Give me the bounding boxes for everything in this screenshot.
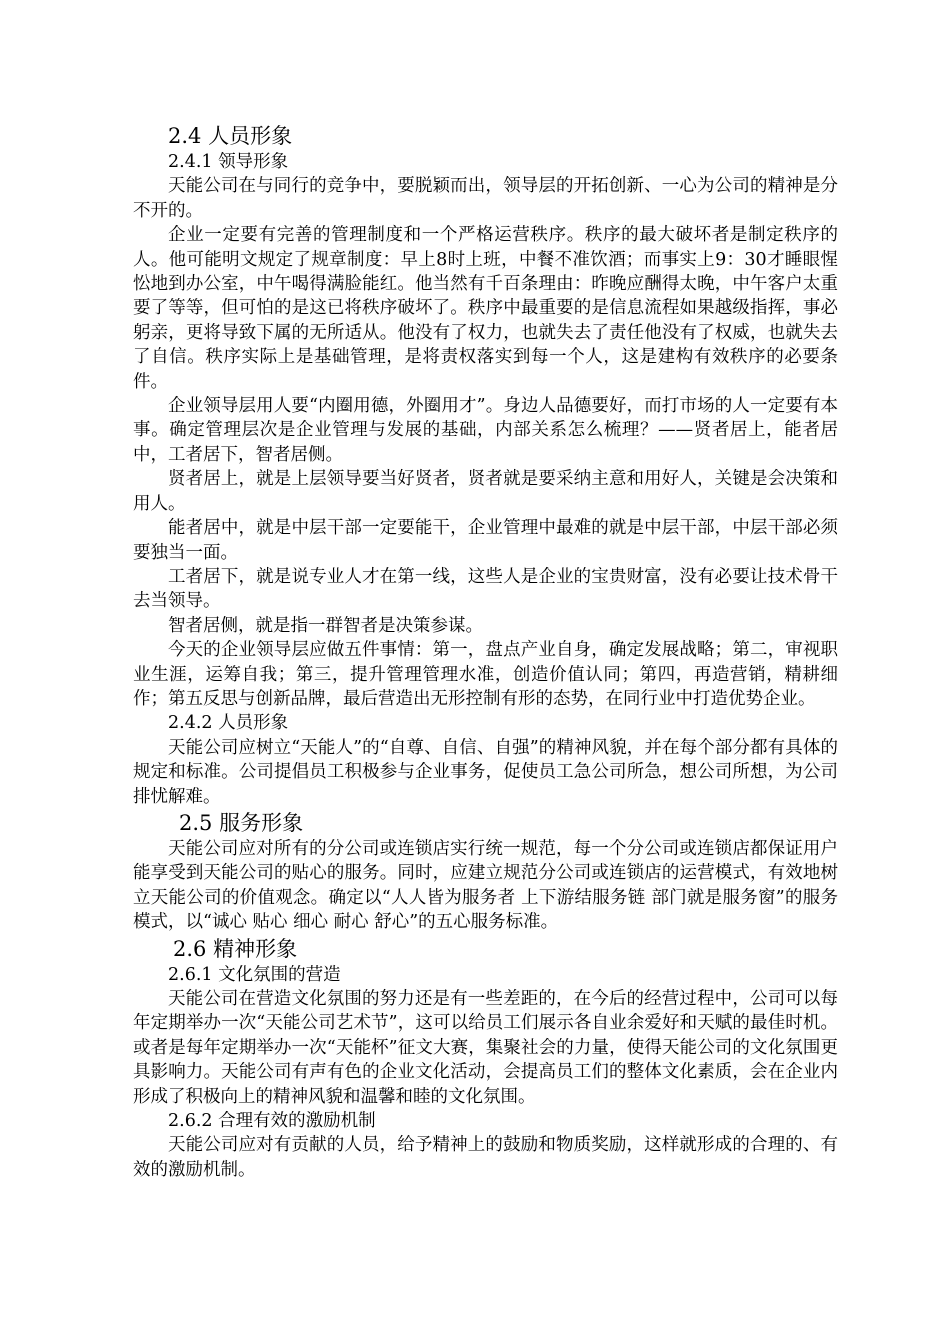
paragraph: 能者居中，就是中层干部一定要能干，企业管理中最难的就是中层干部，中层干部必须要独当一面。 (133, 518, 838, 563)
section-heading-2-4: 2.4 人员形象 (168, 124, 293, 148)
paragraph: 天能公司在营造文化氛围的努力还是有一些差距的，在今后的经营过程中，公司可以每年定期举办一次“天能公司艺术节”，这可以给员工们展示各自业余爱好和天赋的最佳时机。或者是每年定期举办一次“天能杯”征文大赛，集聚社会的力量，使得天能公司的文化氛围更具影响力。天能公司有声有色的企业文化活动，会提高员工们的整体文化素质，会在企业内形成了积极向上的精神风貌和温馨和睦的文化氛围。 (133, 989, 838, 1107)
subsection-heading-2-4-1: 2.4.1 领导形象 (168, 152, 289, 172)
subsection-heading-2-6-1: 2.6.1 文化氛围的营造 (168, 964, 341, 985)
paragraph: 企业领导层用人要“内圈用德，外圈用才”。身边人品德要好，而打市场的人一定要有本事。确定管理层次是企业管理与发展的基础，内部关系怎么梳理？——贤者居上，能者居中，工者居下，智者居侧。 (133, 396, 838, 465)
paragraph: 贤者居上，就是上层领导要当好贤者，贤者就是要采纳主意和用好人，关键是会决策和用人。 (133, 469, 838, 514)
paragraph: 今天的企业领导层应做五件事情：第一，盘点产业自身，确定发展战略；第二，审视职业生涯，运筹自我；第三，提升管理管理水准，创造价值认同；第四，再造营销，精耕细作；第五反思与创新品牌，最后营造出无形控制有形的态势，在同行业中打造优势企业。 (133, 640, 838, 709)
paragraph: 智者居侧，就是指一群智者是决策参谋。 (168, 615, 483, 636)
section-heading-2-5: 2.5 服务形象 (179, 810, 304, 835)
section-heading-2-6: 2.6 精神形象 (173, 936, 298, 961)
document-body (133, 122, 838, 1182)
paragraph: 天能公司应树立“天能人”的“自尊、自信、自强”的精神风貌，并在每个部分都有具体的规定和标准。公司提倡员工积极参与企业事务，促使员工急公司所急，想公司所想，为公司排忧解难。 (133, 737, 838, 807)
paragraph: 企业一定要有完善的管理制度和一个严格运营秩序。秩序的最大破坏者是制定秩序的人。他可能明文规定了规章制度：早上8时上班，中餐不准饮酒；而事实上9：30才睡眼惺忪地到办公室，中午喝得满脸能红。他当然有千百条理由：昨晚应酬得太晚，中午客户太重要了等等，但可怕的是这已将秩序破坏了。秩序中最重要的是信息流程如果越级指挥，事必躬亲，更将导致下属的无所适从。他没有了权力，也就失去了责任他没有了权威，也就失去了自信。秩序实际上是基础管理，是将责权落实到每一个人，这是建构有效秩序的必要条件。 (133, 225, 838, 392)
subsection-heading-2-6-2: 2.6.2 合理有效的激励机制 (168, 1111, 376, 1132)
paragraph: 天能公司应对所有的分公司或连锁店实行统一规范，每一个分公司或连锁店都保证用户能享受到天能公司的贴心的服务。同时，应建立规范分公司或连锁店的运营模式，有效地树立天能公司的价值观念。确定以“人人皆为服务者 上下游结服务链 部门就是服务窗”的服务模式，以“诚心 贴心 细心 耐心 舒心”的五心服务标准。 (133, 838, 838, 933)
paragraph: 天能公司应对有贡献的人员，给予精神上的鼓励和物质奖励，这样就形成的合理的、有效的激励机制。 (133, 1135, 838, 1180)
paragraph: 工者居下，就是说专业人才在第一线，这些人是企业的宝贵财富，没有必要让技术骨干去当领导。 (133, 566, 838, 612)
subsection-heading-2-4-2: 2.4.2 人员形象 (168, 713, 289, 734)
paragraph: 天能公司在与同行的竞争中，要脱颖而出，领导层的开拓创新、一心为公司的精神是分不开的。 (133, 176, 838, 221)
